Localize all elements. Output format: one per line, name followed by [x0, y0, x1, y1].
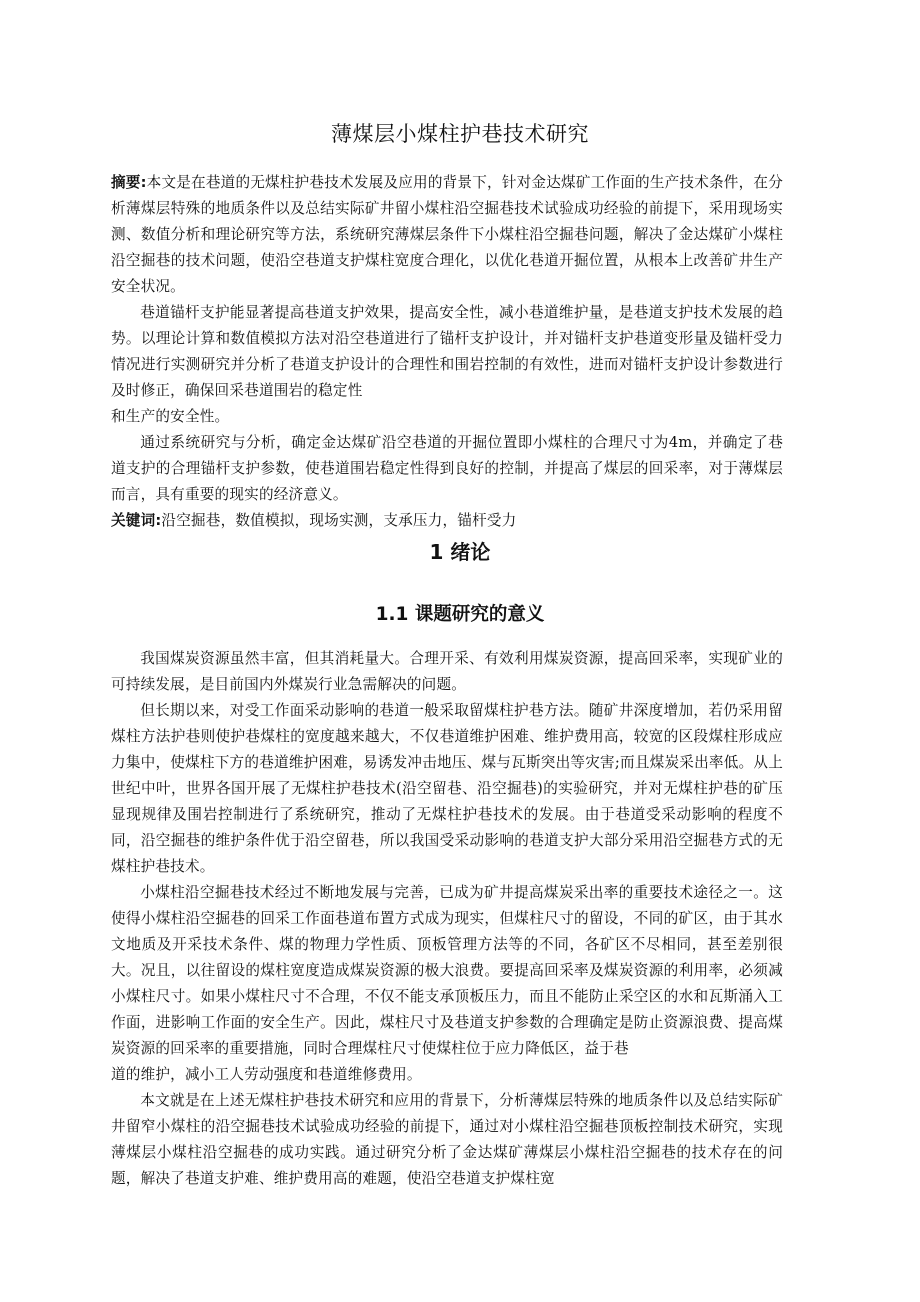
- section-paragraph-4: 本文就是在上述无煤柱护巷技术研究和应用的背景下，分析薄煤层特殊的地质条件以及总结实际矿井留窄小煤柱的沿空掘巷技术试验成功经验的前提下，通过对小煤柱沿空掘巷顶板控制技术研究，实现薄煤层小煤柱沿空掘巷的成功实践。通过研究分析了金达煤矿薄煤层小煤柱沿空掘巷的技术存在的问题，解决了巷道支护难、维护费用高的难题，使沿空巷道支护煤柱宽: [111, 1092, 783, 1187]
- abstract-paragraph-2: 巷道锚杆支护能显著提高巷道支护效果，提高安全性，减小巷道维护量，是巷道支护技术发展的趋势。以理论计算和数值模拟方法对沿空巷道进行了锚杆支护设计，并对锚杆支护巷道变形量及锚杆受力情况进行实测研究并分析了巷道支护设计的合理性和围岩控制的有效性，进而对锚杆支护设计参数进行及时修正，确保回采巷道围岩的稳定性: [111, 304, 783, 399]
- keywords-label: 关键词:: [111, 512, 162, 529]
- section-paragraph-2: 但长期以来，对受工作面采动影响的巷道一般采取留煤柱护巷方法。随矿井深度增加，若仍采用留煤柱方法护巷则使护巷煤柱的宽度越来越大，不仅巷道维护困难、维护费用高，较宽的区段煤柱形成应力集中，使煤柱下方的巷道维护困难，易诱发冲击地压、煤与瓦斯突出等灾害;而且煤炭采出率低。从上世纪中叶，世界各国开展了无煤柱护巷技术(沿空留巷、沿空掘巷)的实验研究，并对无煤柱护巷的矿压显现规律及围岩控制进行了系统研究，推动了无煤柱护巷技术的发展。由于巷道受采动影响的程度不同，沿空掘巷的维护条件优于沿空留巷，所以我国受采动影响的巷道支护大部分采用沿空掘巷方式的无煤柱护巷技术。: [111, 702, 783, 875]
- keywords-text: 沿空掘巷，数值模拟，现场实测，支承压力，锚杆受力: [161, 512, 517, 529]
- abstract-block: [111, 170, 783, 534]
- abstract-text: 本文是在巷道的无煤柱护巷技术发展及应用的背景下，针对金达煤矿工作面的生产技术条件，在分析薄煤层特殊的地质条件以及总结实际矿井留小煤柱沿空掘巷技术试验成功经验的前提下，采用现场实测、数值分析和理论研究等方法，系统研究薄煤层条件下小煤柱沿空掘巷问题，解决了金达煤矿小煤柱沿空掘巷的技术问题，使沿空巷道支护煤柱宽度合理化，以优化巷道开掘位置，从根本上改善矿井生产安全状况。: [111, 174, 783, 295]
- chapter-heading: 1 绪论: [429, 540, 491, 564]
- section-body: [111, 646, 783, 1192]
- abstract-paragraph-3: 通过系统研究与分析，确定金达煤矿沿空巷道的开掘位置即小煤柱的合理尺寸为4m，并确定了巷道支护的合理锚杆支护参数，使巷道围岩稳定性得到良好的控制，并提高了煤层的回采率，对于薄煤层而言，具有重要的现实的经济意义。: [111, 434, 783, 503]
- keywords-line: [111, 508, 783, 534]
- section-paragraph-3: 小煤柱沿空掘巷技术经过不断地发展与完善，已成为矿井提高煤炭采出率的重要技术途径之一。这使得小煤柱沿空掘巷的回采工作面巷道布置方式成为现实，但煤柱尺寸的留设，不同的矿区，由于其水文地质及开采技术条件、煤的物理力学性质、顶板管理方法等的不同，各矿区不尽相同，甚至差别很大。况且，以往留设的煤柱宽度造成煤炭资源的极大浪费。要提高回采率及煤炭资源的利用率，必须减小煤柱尺寸。如果小煤柱尺寸不合理，不仅不能支承顶板压力，而且不能防止采空区的水和瓦斯涌入工作面，进影响工作面的安全生产。因此，煤柱尺寸及巷道支护参数的合理确定是防止资源浪费、提高煤炭资源的回采率的重要措施，同时合理煤柱尺寸使煤柱位于应力降低区，益于巷: [111, 884, 783, 1057]
- abstract-paragraph: [111, 170, 783, 300]
- section-paragraph-1: 我国煤炭资源虽然丰富，但其消耗量大。合理开采、有效利用煤炭资源，提高回采率，实现矿业的可持续发展，是目前国内外煤炭行业急需解决的问题。: [111, 650, 783, 693]
- document-title: 薄煤层小煤柱护巷技术研究: [331, 122, 589, 146]
- section-heading: 1.1 课题研究的意义: [375, 604, 545, 625]
- abstract-paragraph-2-tail: 和生产的安全性。: [111, 408, 230, 425]
- abstract-label: 摘要:: [111, 174, 147, 191]
- section-paragraph-3-tail: 道的维护，减小工人劳动强度和巷道维修费用。: [111, 1066, 422, 1083]
